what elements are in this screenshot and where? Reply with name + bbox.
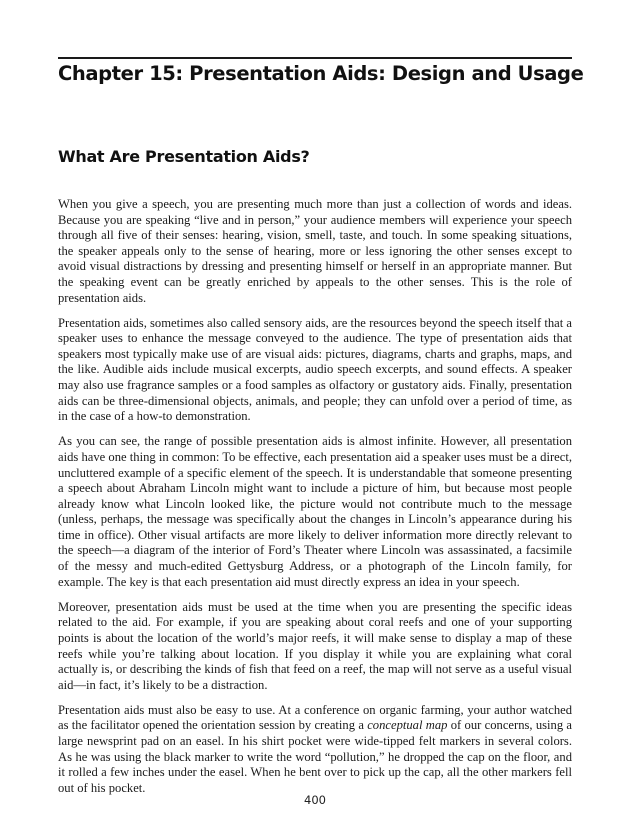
paragraph-text: Presentation aids must also be easy to use. At a conference on organic farming, your author watched as the facilitator opened the orientation session by creating a — [58, 702, 572, 733]
emphasis-term: conceptual map — [367, 718, 448, 733]
paragraph: As you can see, the range of possible presentation aids is almost infinite. However, all presentation aids have one thing in common: To be effective, each presentation aid a speaker uses must be a direct, uncluttered example of a specific element of the speech. It is understandable that someone presenting a speech about Abraham Lincoln might want to include a picture of him, but because most people already know what Lincoln looked like, the picture would not contribute much to the message (unless, perhaps, the message was specifically about the changes in Lincoln’s appearance during his time in office). Other visual artifacts are more likely to deliver information more directly relevant to the speech—a diagram of the interior of Ford’s Theater where Lincoln was assassinated, a facsimile of the messy and much-edited Gettysburg Address, or a photograph of the Lincoln family, for example. The key is that each presentation aid must directly express an idea in your speech. — [58, 434, 572, 589]
paragraph — [58, 703, 572, 797]
paragraph-text: of our concerns, using a large newsprint pad on an easel. In his shirt pocket were wide-tipped felt markers in several colors. As he was using the black marker to write the word “pollution,” he dropped the cap on the floor, and it rolled a few inches under the easel. When he bent over to pick up the cap, all the other markers fell out of his pocket. — [58, 718, 573, 795]
paragraph: Moreover, presentation aids must be used at the time when you are presenting the specific ideas related to the aid. For example, if you are speaking about coral reefs and one of your supporting points is about the location of the world’s major reefs, it will make sense to display a map of these reefs while you’re talking about location. If you display it while you are explaining what coral actually is, or describing the kinds of fish that feed on a reef, the map will not serve as a useful visual aid—in fact, it’s likely to be a distraction. — [58, 599, 572, 692]
paragraph: When you give a speech, you are presenting much more than just a collection of words and ideas. Because you are speaking “live and in person,” your audience members will experience your speech through all five of their senses: hearing, vision, smell, taste, and touch. In some speaking situations, the speaker appeals only to the sense of hearing, more or less ignoring the other senses except to avoid visual distractions by dressing and presenting himself or herself in an appropriate manner. But the speaking event can be greatly enriched by appeals to the other senses. This is the role of presentation aids. — [58, 197, 572, 305]
page-number: 400 — [304, 793, 326, 807]
section-title: What Are Presentation Aids? — [58, 147, 310, 166]
chapter-rule — [58, 57, 572, 59]
chapter-title: Chapter 15: Presentation Aids: Design and Usage — [58, 62, 584, 85]
body-text — [58, 197, 572, 806]
paragraph: Presentation aids, sometimes also called sensory aids, are the resources beyond the speech itself that a speaker uses to enhance the message conveyed to the audience. The type of presentation aids that speakers most typically make use of are visual aids: pictures, diagrams, charts and graphs, maps, and the like. Audible aids include musical excerpts, audio speech excerpts, and sound effects. A speaker may also use fragrance samples or a food samples as olfactory or gustatory aids. Finally, presentation aids can be three-dimensional objects, animals, and people; they can unfold over a period of time, as in the case of a how-to demonstration. — [58, 315, 572, 424]
